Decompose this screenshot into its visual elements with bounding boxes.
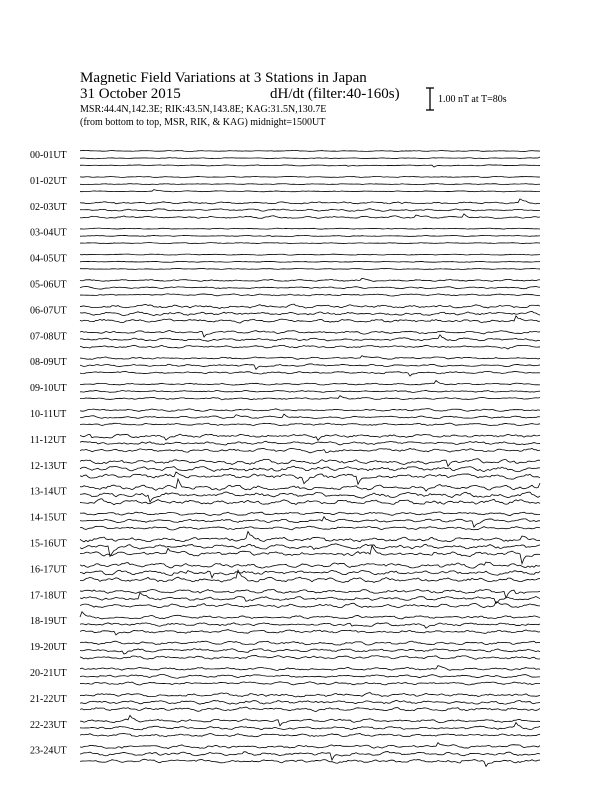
trace-msr xyxy=(80,707,540,712)
hour-labels xyxy=(30,150,67,757)
hour-label: 17-18UT xyxy=(30,590,67,602)
trace-rik xyxy=(80,287,540,290)
trace-msr xyxy=(80,165,540,167)
trace-msr xyxy=(80,345,540,349)
trace-rik xyxy=(80,723,540,730)
hour-label: 14-15UT xyxy=(30,512,67,524)
chart-title: Magnetic Field Variations at 3 Stations in Japan xyxy=(80,70,367,86)
trace-kag xyxy=(80,304,540,308)
trace-kag xyxy=(80,589,540,597)
stations-label: MSR:44.4N,142.3E; RIK:43.5N,143.8E; KAG:31.5N,130.7E xyxy=(80,104,327,115)
hour-label: 08-09UT xyxy=(30,357,67,369)
hour-label: 07-08UT xyxy=(30,331,67,343)
trace-msr xyxy=(80,472,540,484)
hour-label: 22-23UT xyxy=(30,719,67,731)
hour-label: 19-20UT xyxy=(30,642,67,654)
trace-rik xyxy=(80,752,540,760)
trace-kag xyxy=(80,512,540,516)
hour-label: 13-14UT xyxy=(30,486,67,498)
trace-kag xyxy=(80,612,540,619)
trace-rik xyxy=(80,649,540,654)
trace-kag xyxy=(80,150,540,151)
hour-label: 06-07UT xyxy=(30,305,67,317)
trace-rik xyxy=(80,311,540,315)
hour-label: 04-05UT xyxy=(30,253,67,265)
hour-label: 00-01UT xyxy=(30,150,67,161)
trace-group xyxy=(80,150,540,766)
trace-msr xyxy=(80,448,540,453)
quantity-label: dH/dt (filter:40-160s) xyxy=(270,86,400,102)
trace-rik xyxy=(80,157,540,159)
trace-kag xyxy=(80,381,540,386)
trace-rik xyxy=(80,623,540,628)
order-note: (from bottom to top, MSR, RIK, & KAG) midnight=1500UT xyxy=(80,117,326,128)
trace-kag xyxy=(80,199,540,204)
trace-kag xyxy=(80,641,540,645)
trace-kag xyxy=(80,330,540,336)
trace-rik xyxy=(80,593,540,604)
trace-rik xyxy=(80,700,540,704)
trace-msr xyxy=(80,546,540,564)
scale-bar xyxy=(426,88,434,110)
trace-msr xyxy=(80,655,540,659)
trace-kag xyxy=(80,532,540,542)
trace-msr xyxy=(80,733,540,736)
trace-rik xyxy=(80,184,540,185)
trace-msr xyxy=(80,759,540,766)
trace-rik xyxy=(80,364,540,370)
trace-msr xyxy=(80,190,540,192)
trace-rik xyxy=(80,261,540,262)
hour-label: 12-13UT xyxy=(30,460,67,472)
trace-kag xyxy=(80,278,540,281)
hour-label: 15-16UT xyxy=(30,538,67,550)
hour-label: 16-17UT xyxy=(30,564,67,576)
trace-msr xyxy=(80,294,540,296)
trace-rik xyxy=(80,570,540,578)
trace-kag xyxy=(80,562,540,568)
trace-msr xyxy=(80,243,540,244)
trace-msr xyxy=(80,214,540,219)
trace-rik xyxy=(80,209,540,212)
trace-rik xyxy=(80,674,540,678)
trace-rik xyxy=(80,441,540,445)
trace-rik xyxy=(80,390,540,392)
trace-kag xyxy=(80,743,540,749)
trace-kag xyxy=(80,409,540,412)
trace-kag xyxy=(80,254,540,255)
hour-label: 03-04UT xyxy=(30,227,67,239)
hour-label: 05-06UT xyxy=(30,279,67,291)
trace-kag xyxy=(80,479,540,491)
trace-kag xyxy=(80,228,540,229)
trace-msr xyxy=(80,526,540,530)
trace-msr xyxy=(80,423,540,425)
trace-msr xyxy=(80,630,540,635)
trace-kag xyxy=(80,666,540,671)
trace-msr xyxy=(80,602,540,608)
hour-label: 09-10UT xyxy=(30,383,67,395)
trace-kag xyxy=(80,459,540,467)
scale-bar-label: 1.00 nT at T=80s xyxy=(438,94,507,105)
trace-kag xyxy=(80,693,540,697)
trace-msr xyxy=(80,396,540,400)
hour-label: 02-03UT xyxy=(30,201,67,213)
hour-label: 11-12UT xyxy=(30,434,67,446)
hour-label: 18-19UT xyxy=(30,616,67,628)
trace-kag xyxy=(80,715,540,725)
trace-rik xyxy=(80,335,540,342)
trace-msr xyxy=(80,682,540,685)
trace-msr xyxy=(80,316,540,323)
trace-rik xyxy=(80,235,540,236)
hour-label: 01-02UT xyxy=(30,175,67,187)
hour-label: 20-21UT xyxy=(30,668,67,679)
trace-rik xyxy=(80,414,540,419)
trace-rik xyxy=(80,466,540,472)
hour-label: 21-22UT xyxy=(30,693,67,705)
date-label: 31 October 2015 xyxy=(80,86,181,102)
hour-label: 23-24UT xyxy=(30,745,67,757)
trace-rik xyxy=(80,517,540,527)
trace-msr xyxy=(80,268,540,269)
trace-msr xyxy=(80,371,540,376)
trace-kag xyxy=(80,176,540,177)
trace-kag xyxy=(80,434,540,440)
trace-kag xyxy=(80,356,540,360)
trace-rik xyxy=(80,492,540,502)
hour-label: 10-11UT xyxy=(30,409,67,420)
